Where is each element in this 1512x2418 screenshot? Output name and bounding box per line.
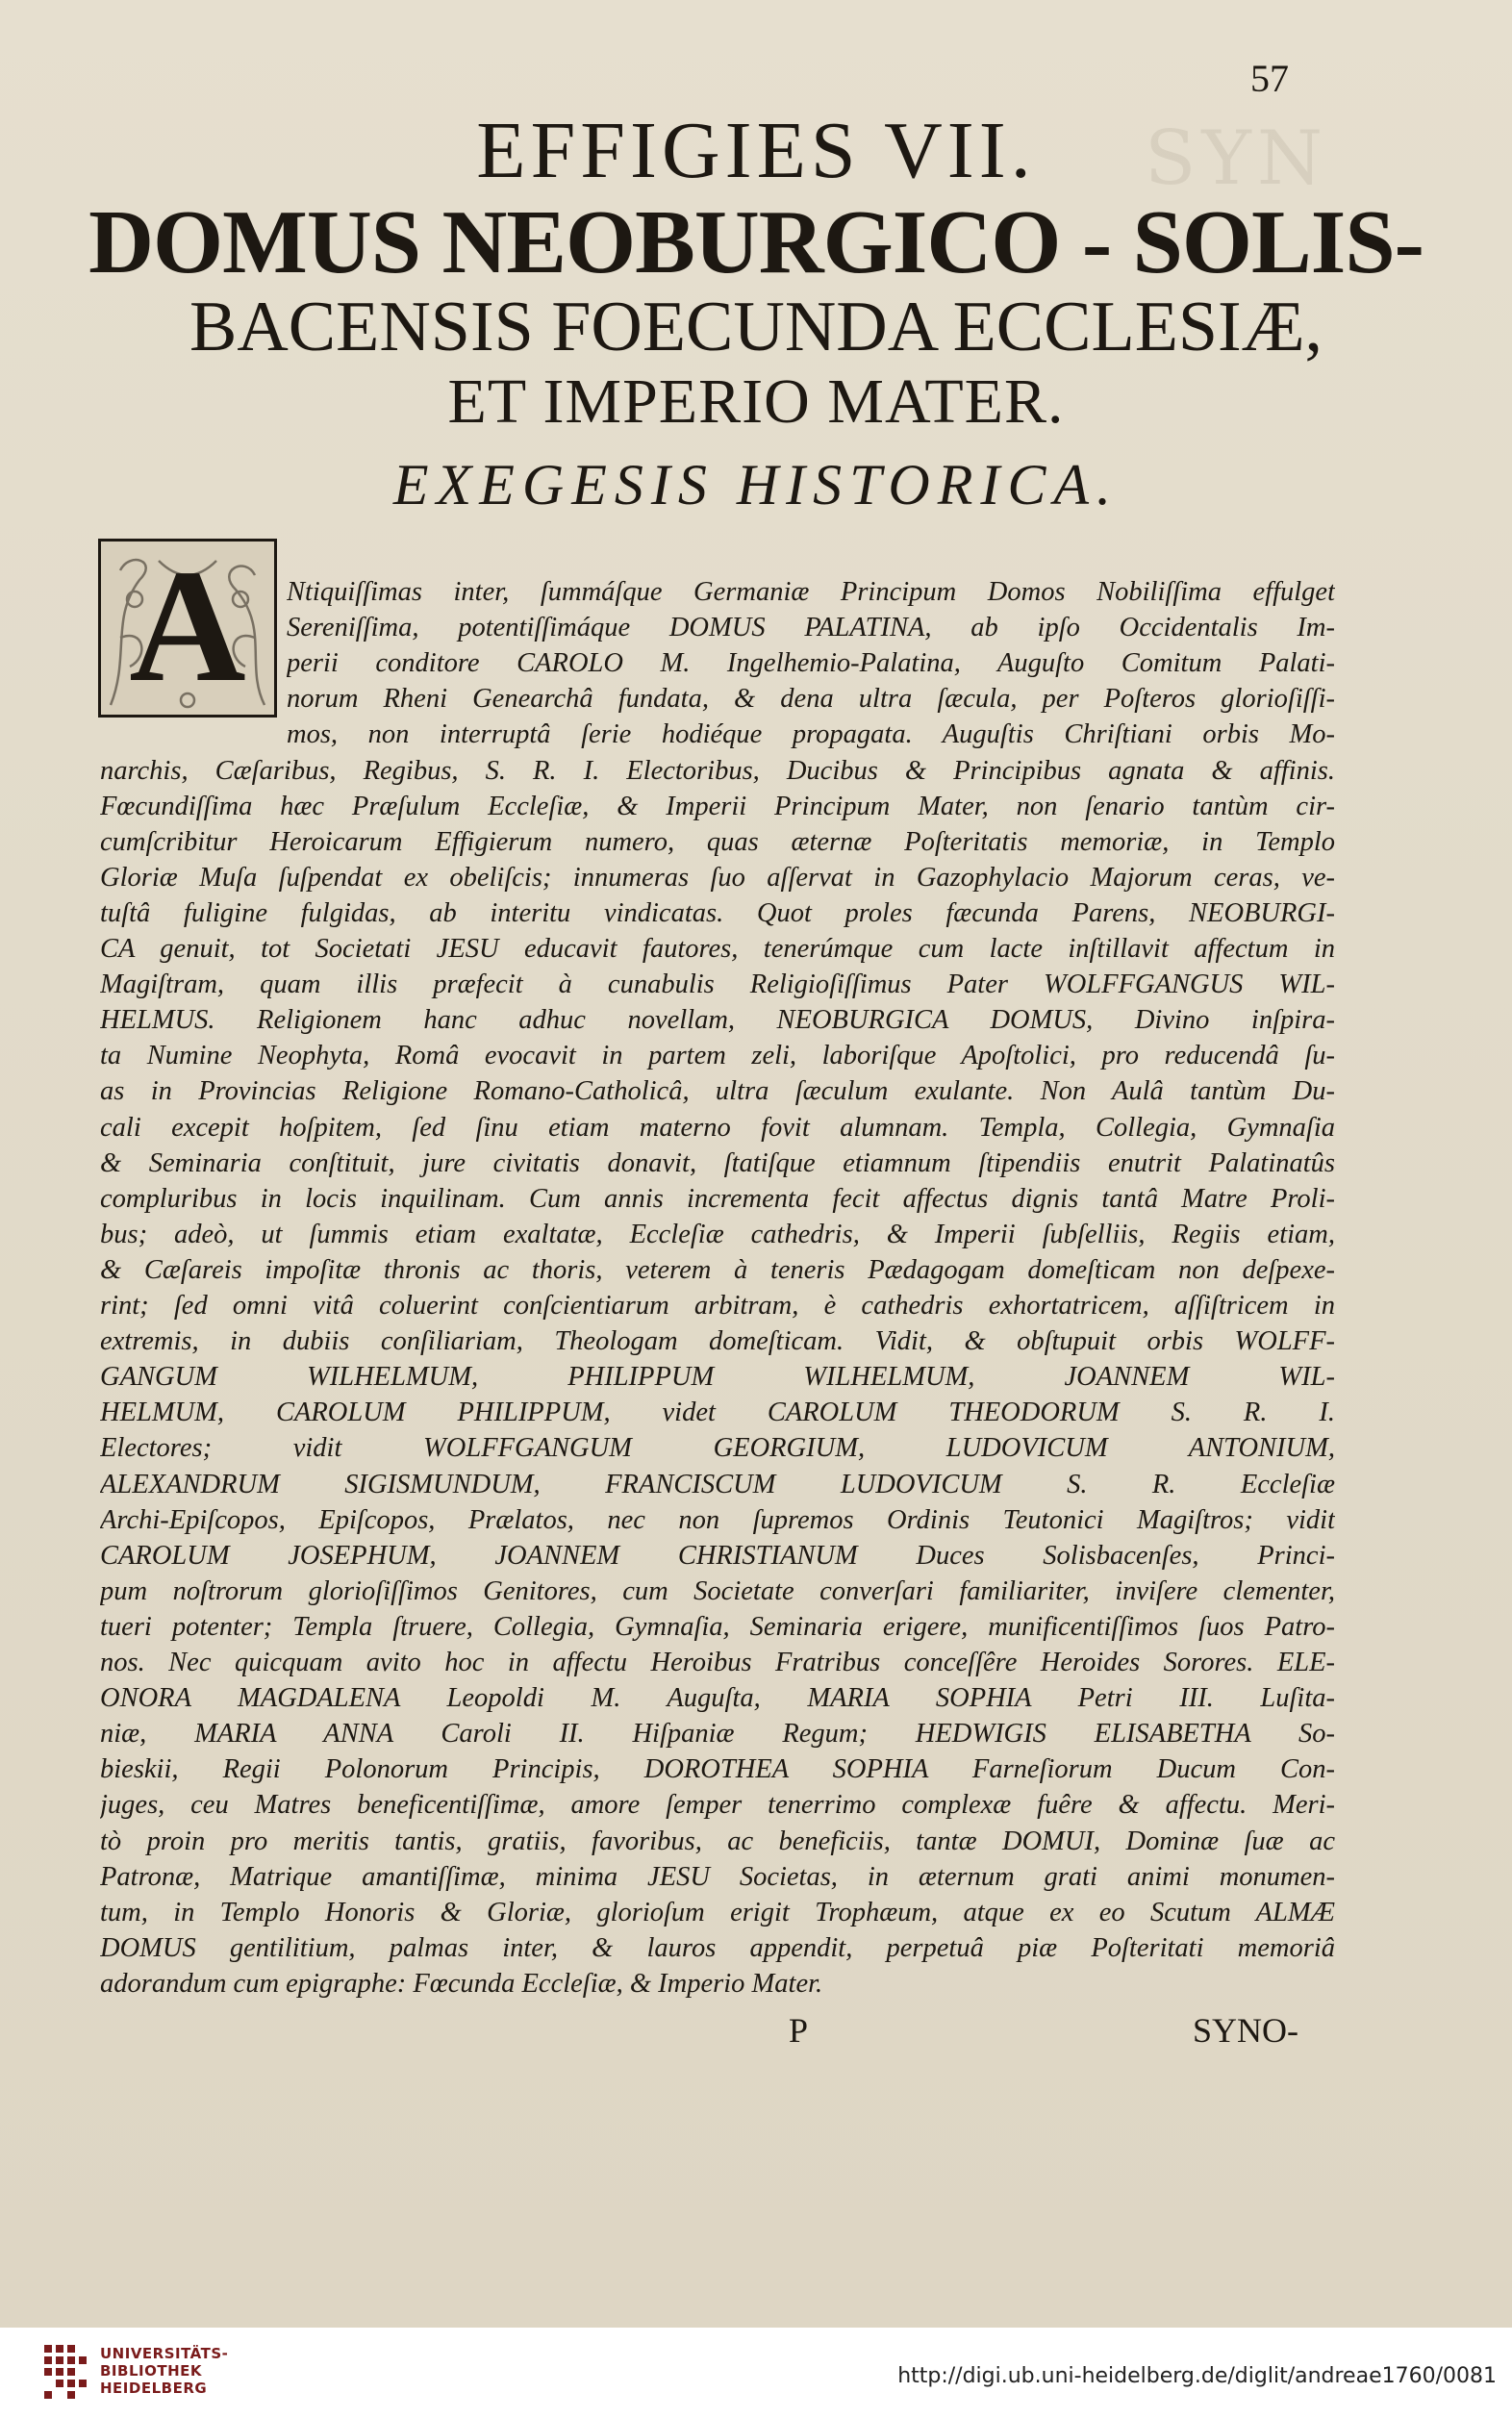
body-line: Magiſtram, quam illis præfecit à cunabulis Religioſiſſimus Pater WOLFFGANGUS WIL- (100, 970, 1335, 1000)
body-line: Patronæ, Matrique amantiſſimæ, minima JESU Societas, in æternum grati animi monumen- (100, 1861, 1335, 1892)
signature-mark: P (789, 2011, 809, 2050)
catchword: SYNO- (1193, 2011, 1299, 2050)
heading-domus: DOMUS NEOBURGICO - SOLIS- (88, 192, 1424, 292)
body-line: nos. Nec quicquam avito hoc in affectu Heroibus Fratribus conceſſêre Heroides Sorores. ELE- (100, 1648, 1335, 1677)
page-number: 57 (1250, 57, 1289, 100)
university-library-logo-icon (38, 2339, 94, 2403)
body-line: tò proin pro meritis tantis, gratiis, favoribus, ac beneficiis, tantæ DOMUI, Dominæ ſuæ ac (100, 1826, 1335, 1856)
body-line: ONORA MAGDALENA Leopoldi M. Auguſta, MARIA SOPHIA Petri III. Luſita- (100, 1683, 1335, 1714)
body-line: tuſtâ fuligine fulgidas, ab interitu vindicatas. Quot proles fæcunda Parens, NEOBURGI- (100, 897, 1335, 928)
body-line: tueri potenter; Templa ſtruere, Collegia, Gymnaſia, Seminaria erigere, munificentiſſimos ſuos Patro- (100, 1611, 1335, 1642)
body-line: CA genuit, tot Societati JESU educavit fautores, tenerúmque cum lacte inſtillavit affectum in (100, 934, 1335, 964)
heading-bacensis: BACENSIS FOECUNDA ECCLESIÆ, (189, 288, 1323, 366)
body-line: ta Numine Neophyta, Româ evocavit in partem zeli, laboriſque Apoſtolici, pro reducendâ ſu- (100, 1041, 1335, 1071)
body-line: adorandum cum epigraphe: Fœcunda Eccleſiæ, & Imperio Mater. (100, 1968, 823, 1999)
body-line: HELMUM, CAROLUM PHILIPPUM, videt CAROLUM THEODORUM S. R. I. (100, 1398, 1335, 1428)
body-line: extremis, in dubiis conſiliariam, Theologam domeſticam. Vidit, & obſtupuit orbis WOLFF- (100, 1326, 1335, 1357)
library-name-line: BIBLIOTHEK (100, 2362, 202, 2380)
body-line: juges, ceu Matres beneficentiſſimæ, amore ſemper tenerrimo complexæ fuêre & affectu. Meri- (100, 1790, 1335, 1821)
body-line: ALEXANDRUM SIGISMUNDUM, FRANCISCUM LUDOVICUM S. R. Eccleſiæ (100, 1469, 1335, 1499)
heading-imperio: ET IMPERIO MATER. (447, 366, 1065, 437)
body-line: bieskii, Regii Polonorum Principis, DOROTHEA SOPHIA Farneſiorum Ducum Con- (100, 1754, 1335, 1785)
body-line: cumſcribitur Heroicarum Effigierum numero, quas æternæ Poſteritatis memoriæ, in Templo (100, 826, 1335, 857)
body-line: narchis, Cæſaribus, Regibus, S. R. I. Electoribus, Ducibus & Principibus agnata & affinis. (100, 755, 1335, 786)
heading-effigies: EFFIGIES VII. (476, 106, 1036, 195)
library-name-line: HEIDELBERG (100, 2380, 208, 2397)
initial-letter-a: A (129, 539, 246, 716)
body-line: CAROLUM JOSEPHUM, JOANNEM CHRISTIANUM Duces Solisbacenſes, Princi- (100, 1540, 1335, 1571)
body-line: rint; ſed omni vitâ coluerint conſcientiarum arbitram, è cathedris exhortatricem, aſſiſtricem in (100, 1291, 1335, 1321)
permalink-url[interactable]: http://digi.ub.uni-heidelberg.de/diglit/andreae1760/0081 (897, 2364, 1497, 2388)
body-line: mos, non interruptâ ſerie hodiéque propagata. Auguſtis Chriſtiani orbis Mo- (287, 719, 1335, 750)
body-line: Electores; vidit WOLFFGANGUM GEORGIUM, LUDOVICUM ANTONIUM, (100, 1433, 1335, 1464)
body-line: niæ, MARIA ANNA Caroli II. Hiſpaniæ Regum; HEDWIGIS ELISABETHA So- (100, 1719, 1335, 1750)
body-line: Ntiquiſſimas inter, ſummáſque Germaniæ Principum Domos Nobiliſſima effulget (287, 577, 1335, 607)
body-line: & Cæſareis impoſitæ thronis ac thoris, veterem à teneris Pædagogam domeſticam non deſpexe- (100, 1254, 1335, 1285)
library-name-line: UNIVERSITÄTS- (100, 2345, 229, 2362)
body-line: tum, in Templo Honoris & Gloriæ, glorioſum erigit Trophæum, atque ex eo Scutum ALMÆ (100, 1897, 1335, 1927)
body-line: Gloriæ Muſa ſuſpendat ex obeliſcis; innumeras ſuo aſſervat in Gazophylacio Majorum ceras, ve- (100, 862, 1335, 893)
body-line: & Seminaria conſtituit, jure civitatis donavit, ſtatiſque etiamnum ſtipendiis enutrit Palatinatûs (100, 1147, 1335, 1178)
body-line: Sereniſſima, potentiſſimáque DOMUS PALATINA, ab ipſo Occidentalis Im- (287, 613, 1335, 643)
library-name (100, 2345, 228, 2397)
body-line: Fœcundiſſima hæc Præſulum Eccleſiæ, & Imperii Principum Mater, non ſenario tantùm cir- (100, 791, 1335, 821)
body-line: as in Provincias Religione Romano-Catholicâ, ultra ſæculum exulante. Non Aulâ tantùm Du- (100, 1076, 1335, 1107)
body-line: pum noſtrorum glorioſiſſimos Genitores, cum Societate converſari familiariter, inviſere clementer, (100, 1575, 1335, 1606)
body-line: Archi-Epiſcopos, Epiſcopos, Prælatos, nec non ſupremos Ordinis Teutonici Magiſtros; vidit (100, 1504, 1335, 1535)
show-through-ghost: SYN (1145, 115, 1329, 202)
body-line: perii conditore CAROLO M. Ingelhemio-Palatina, Auguſto Comitum Palati- (287, 648, 1335, 679)
body-line: compluribus in locis inquilinam. Cum annis incrementa fecit affectus dignis tantâ Matre Proli- (100, 1183, 1335, 1214)
subtitle-exegesis: EXEGESIS HISTORICA. (392, 453, 1120, 516)
body-line: norum Rheni Genearchâ fundata, & dena ultra ſæcula, per Poſteros glorioſiſſi- (287, 684, 1335, 715)
body-line: GANGUM WILHELMUM, PHILIPPUM WILHELMUM, JOANNEM WIL- (100, 1362, 1335, 1393)
body-line: cali excepit hoſpitem, ſed ſinu etiam materno fovit alumnam. Templa, Collegia, Gymnaſia (100, 1112, 1335, 1143)
body-line: HELMUS. Religionem hanc adhuc novellam, NEOBURGICA DOMUS, Divino inſpira- (100, 1005, 1335, 1036)
body-line: bus; adeò, ut ſummis etiam exaltatæ, Eccleſiæ cathedris, & Imperii ſubſelliis, Regiis etiam, (100, 1219, 1335, 1249)
body-line: DOMUS gentilitium, palmas inter, & lauros appendit, perpetuâ piæ Poſteritati memoriâ (100, 1932, 1335, 1963)
